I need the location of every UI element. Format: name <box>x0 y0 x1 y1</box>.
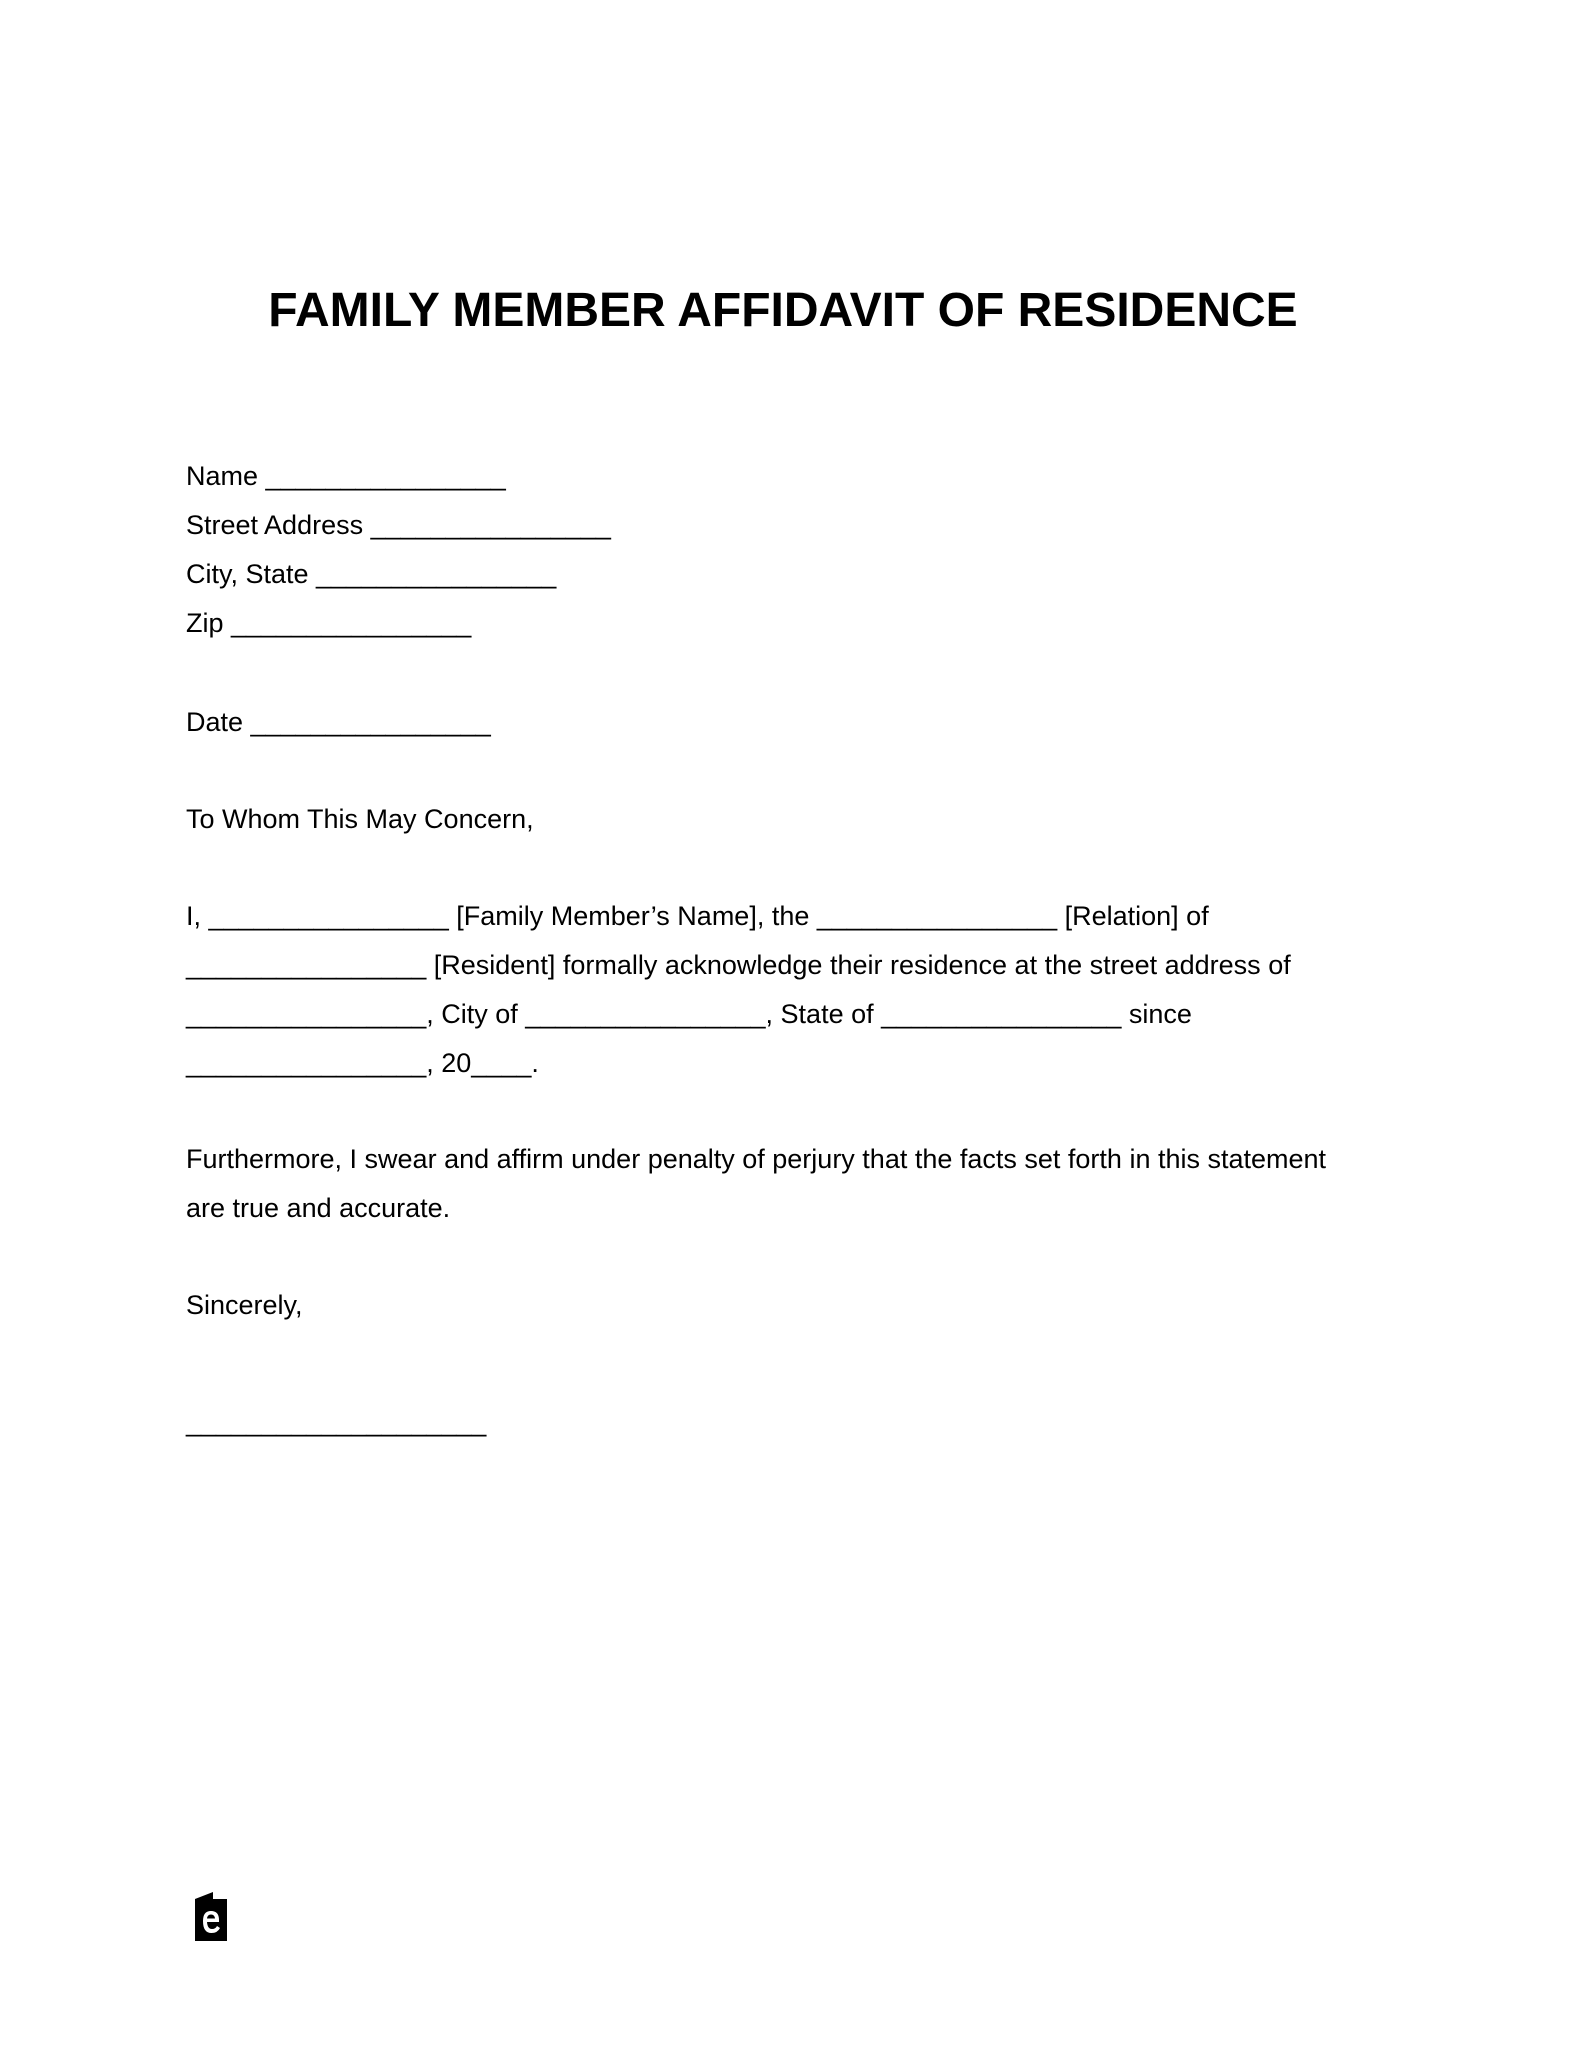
paragraph-acknowledgement <box>186 892 1416 1088</box>
date-block <box>186 698 1416 747</box>
paragraph-line: Furthermore, I swear and affirm under penalty of perjury that the facts set forth in this statement <box>186 1144 1327 1174</box>
document-title: FAMILY MEMBER AFFIDAVIT OF RESIDENCE <box>268 284 1298 337</box>
paragraph-line: I, ________________ [Family Member’s Name], the ________________ [Relation] of <box>186 901 1209 931</box>
name-field: Name ________________ <box>186 461 506 491</box>
esign-logo-icon <box>193 1891 229 1943</box>
city-state-field: City, State ________________ <box>186 559 557 589</box>
zip-field: Zip ________________ <box>186 608 472 638</box>
header-fields <box>186 452 1416 648</box>
date-field: Date ________________ <box>186 707 491 737</box>
paragraph-line: are true and accurate. <box>186 1193 451 1223</box>
street-address-field: Street Address ________________ <box>186 510 611 540</box>
signature-line: ____________________ <box>186 1407 487 1437</box>
salutation: To Whom This May Concern, <box>186 804 534 834</box>
paragraph-line: ________________, 20____. <box>186 1048 539 1078</box>
paragraph-affirmation <box>186 1135 1416 1233</box>
paragraph-line: ________________ [Resident] formally acknowledge their residence at the street address of <box>186 950 1291 980</box>
closing: Sincerely, <box>186 1290 303 1320</box>
paragraph-line: ________________, City of ________________, State of ________________ since <box>186 999 1192 1029</box>
closing-block <box>186 1281 1416 1330</box>
salutation-block <box>186 795 1416 844</box>
